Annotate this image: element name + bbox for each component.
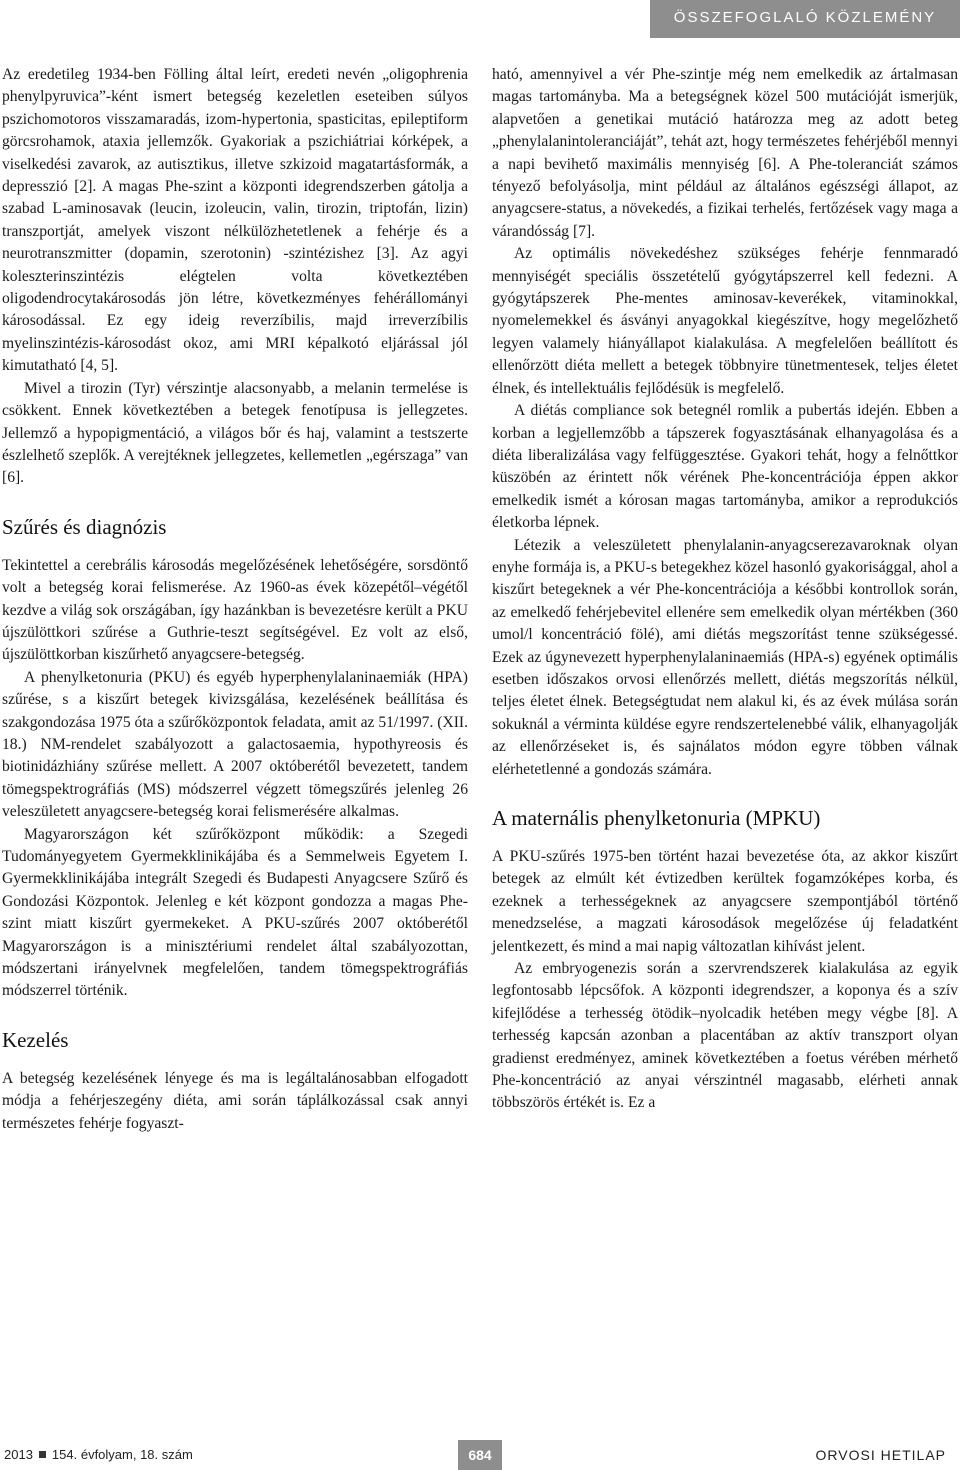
left-column <box>2 64 468 1135</box>
section-heading: Szűrés és diagnózis <box>2 514 167 539</box>
footer-year: 2013 <box>4 1447 33 1462</box>
footer-volume: 154. évfolyam, 18. szám <box>51 1447 193 1462</box>
section-label: ÖSSZEFOGLALÓ KÖZLEMÉNY <box>673 9 937 26</box>
right-column <box>492 64 958 1115</box>
paragraph: A betegség kezelésének lényege és ma is legáltalánosabban elfogadott módja a fehérjeszegény diéta, ami során táplálkozással csak annyi természetes fehérje fogyaszt- <box>2 1069 468 1132</box>
square-bullet-icon <box>39 1451 46 1458</box>
paragraph: Az embryogenezis során a szervrendszerek kialakulása az egyik legfontosabb lépcsőfok. A központi idegrendszer, a koponya és a szív kifejlődése a terhesség ötödik–nyolcadik hetében megy végbe [8]. A terhesség kapcsán azonban a placentában az aktív transzport olyan gradienst eredményez, aminek következtében a foetus vérében mérhető Phe-koncentráció az anyai vérszintnél magasabb, elérheti annak többszörös értékét is. Ez a <box>492 960 958 1112</box>
paragraph: Magyarországon két szűrőközpont működik: a Szegedi Tudományegyetem Gyermekklinikájába és a Semmelweis Egyetem I. Gyermekklinikájába integrált Szegedi és Budapesti Anyagcsere Szűrő és Gondozási Központok. Jelenleg e két központ gondozza a magas Phe-szint miatt kiszűrt gyermekeket. A PKU-szűrés 2007 októberétől Magyarországon is a minisztériumi rendelet által szabályozottan, módszertani irányelvnek megfelelően, tandem tömegspektrográfiás módszerrel történik. <box>2 825 468 1000</box>
paragraph: Mivel a tirozin (Tyr) vérszintje alacsonyabb, a melanin termelése is csökkent. Ennek következtében a betegek fenotípusa is jellegzetes. Jellemző a hypopigmentáció, a világos bőr és haj, valamint a testszerte észlelhető szeplők. A verejtéknek jellegzetes, kellemetlen „egérszaga” van [6]. <box>2 379 468 487</box>
journal-name: ORVOSI HETILAP <box>815 1447 946 1463</box>
paragraph: Az optimális növekedéshez szükséges fehérje fennmaradó mennyiségét speciális összetételű gyógytápszerrel kell fedezni. A gyógytápszerek Phe-mentes aminosav-keverékek, vitaminokkal, nyomelemekkel és ásványi anyagokkal kiegészítve, hogy megelőzhető legyen valamely hiányállapot kialakulása. A megfelelően beállított és ellenőrzött diéta mellett a betegek többnyire tünetmentesek, teljes életet élnek, és intellektuális fejlődésük is megfelelő. <box>492 245 958 397</box>
paragraph: Az eredetileg 1934-ben Fölling által leírt, eredeti nevén „oligophrenia phenylpyruvica”-ként ismert betegség kezeletlen eseteiben súlyos pszichomotoros visszamaradás, izom-hypertonia, spasticitas, epileptiform görcsrohamok, ataxia jellemzők. Gyakoriak a pszichiátriai kórképek, a viselkedési zavarok, az autisztikus, illetve szkizoid magatartásformák, a depresszió [2]. A magas Phe-szint a központi idegrendszerben gátolja a szabad L-aminosavak (leucin, izoleucin, valin, tirozin, triptofán, lizin) transzportját, amelyek viszont nélkülözhetetlenek a fehérje és a neurotranszmitter (dopamin, szerotonin) -szintézishez [3]. Az agyi koleszterinszintézis elégtelen volta következtében oligodendrocytakárosodás jön létre, következményes fehérállományi károsodással. Ez egy ideig reverzíbilis, majd irreverzíbilis myelinszintézis-károsodást okoz, ami MRI képalkotó eljárással jól kimutatható [4, 5]. <box>2 66 468 375</box>
paragraph: Létezik a veleszületett phenylalanin-anyagcserezavaroknak olyan enyhe formája is, a PKU-s betegekhez közel hasonló gyakorisággal, ahol a kiszűrt betegeknek a vér Phe-koncentrációja a későbbi kontrollok során, az emelkedő fehérjebevitel ellenére sem emelkedik olyan mértékben (360 umol/l koncentráció fölé), ami diétás megszorítást tenne szükségessé. Ezek az úgynevezett hyperphenylalaninaemiás (HPA-s) egyének optimális esetben időszakos orvosi ellenőrzés mellett, diétás megszorítás nélkül, teljes életet élnek. Betegségtudat nem alakul ki, és az évek múlása során sokuknál a vérminta küldése egyre rendszertelenebbé válik, elhanyagolják az ellenőrzéseket is, és sajnálatos módon egyre többen válnak elérhetetlenné a gondozás számára. <box>492 536 958 778</box>
page-footer <box>0 1440 960 1470</box>
paragraph: ható, amennyivel a vér Phe-szintje még nem emelkedik az ártalmasan magas tartományba. Ma a betegségnek közel 500 mutációját ismerjük, alapvetően a genetikai mutáció határozza meg az adott beteg „phenylalanintoleranciáját”, tehát azt, hogy természetes fehérjéből mennyi a napi bevihető maximális mennyiség [6]. A Phe-toleranciát számos tényező befolyásolja, mint például az általános egészségi állapot, az anyagcsere-status, a növekedés, a fizikai terhelés, fertőzések vagy maga a várandósság [7]. <box>492 66 958 240</box>
footer-citation <box>4 1447 193 1462</box>
paragraph: A diétás compliance sok betegnél romlik a pubertás idején. Ebben a korban a legjellemzőbb a tápszerek fogyasztásának elhanyagolása és a diéta liberalizálása vagy felfüggesztése. Gyakori tehát, hogy a felnőttkor küszöbén az érintett nők vérének Phe-koncentrációja éppen akkor emelkedik ismét a kórosan magas tartományba, amikor a reprodukciós életkorba lépnek. <box>492 402 958 532</box>
page-number: 684 <box>458 1440 502 1470</box>
paragraph: A PKU-szűrés 1975-ben történt hazai bevezetése óta, az akkor kiszűrt betegek az elmúlt két évtizedben kerültek fogamzóképes korba, és ezeknek a terhességeknek az anyagcsere szempontjából történő menedzselése, a magzati károsodások megelőzése új feladatként jelentkezett, és mind a mai napig változatlan kihívást jelent. <box>492 848 958 955</box>
paragraph: A phenylketonuria (PKU) és egyéb hyperphenylalaninaemiák (HPA) szűrése, s a kiszűrt betegek kivizsgálása, kezelésének beállítása és szakgondozása 1975 óta a szűrőközpontok feladata, amit az 51/1997. (XII. 18.) NM-rendelet szabályozott a galactosaemia, hypothyreosis és biotinidázhiány szűrése mellett. A 2007 októberétől bevezetett, tandem tömegspektrográfiás (MS) módszerrel végzett tömegszűrés jelenleg 26 veleszületett anyagcsere-betegség korai felismerésére alkalmas. <box>2 668 468 821</box>
section-heading: Kezelés <box>2 1027 69 1052</box>
section-heading: A maternális phenylketonuria (MPKU) <box>492 806 821 830</box>
paragraph: Tekintettel a cerebrális károsodás megelőzésének lehetőségére, sorsdöntő volt a betegség korai felismerése. Az 1960-as évek közepétől–végétől kezdve a világ sok országában, így hazánkban is bevezetésre került a PKU újszülöttkori szűrése a Guthrie-teszt segítségével. Ez volt az első, újszülöttkorban kiszűrhető anyagcsere-betegség. <box>2 556 468 664</box>
section-header-bar <box>650 0 960 38</box>
